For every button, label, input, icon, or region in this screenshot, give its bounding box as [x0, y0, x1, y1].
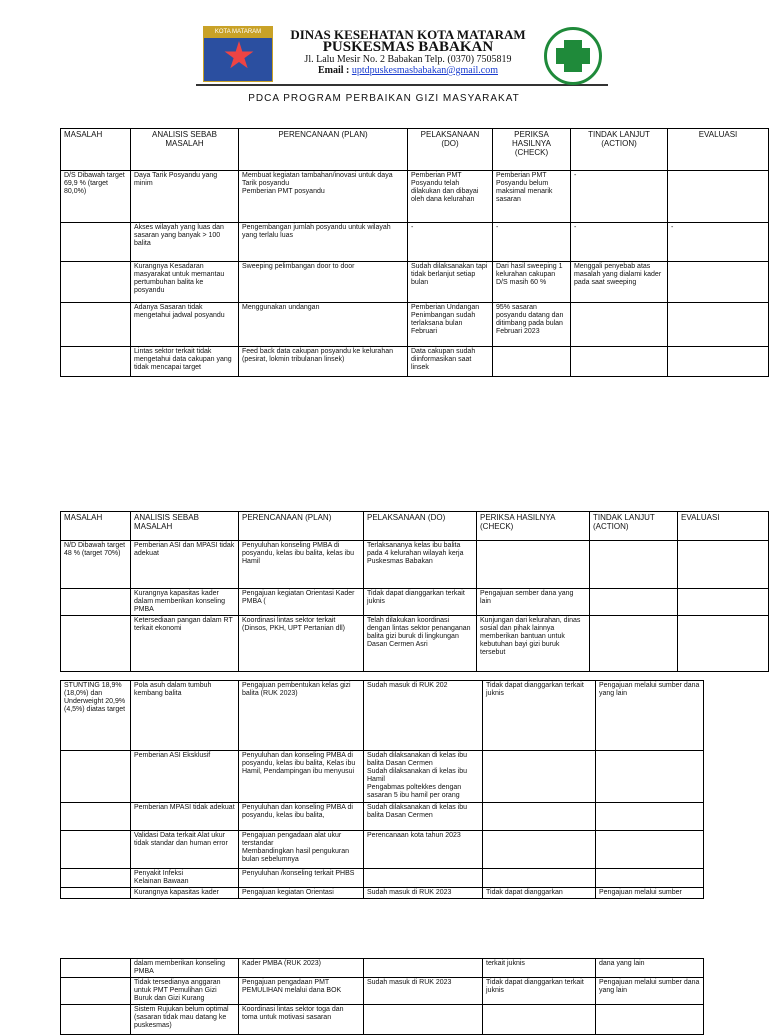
- table-cell: [668, 262, 769, 303]
- email-label: Email :: [317, 65, 350, 76]
- letterhead-agency: DINAS KESEHATAN KOTA MATARAM: [290, 27, 526, 42]
- header-cell: PERENCANAAN (PLAN): [239, 129, 408, 171]
- city-emblem-star: [224, 41, 254, 71]
- table-cell: Pola asuh dalam tumbuh kembang balita: [131, 681, 239, 751]
- table-cell: Pengajuan melalui sumber dana yang lain: [596, 978, 704, 1005]
- table-cell: [364, 959, 483, 978]
- table-cell: Pengajuan pengadaan PMT PEMULIHAN melalui dana BOK: [239, 978, 364, 1005]
- table-cell: Feed back data cakupan posyandu ke kelurahan (pesirat, lokmin tribulanan linsek): [239, 347, 408, 377]
- table-row: [61, 751, 704, 803]
- table-cell: Perencanaan kota tahun 2023: [364, 831, 483, 869]
- table-cell: [678, 589, 769, 616]
- table-cell: Daya Tarik Posyandu yang minim: [131, 171, 239, 223]
- table-row: [61, 831, 704, 869]
- table-cell: Tidak tersedianya anggaran untuk PMT Pemulihan Gizi Buruk dan Gizi Kurang: [131, 978, 239, 1005]
- table-cell: [61, 589, 131, 616]
- table-cell: Penyuluhan dan konseling PMBA di posyandu, kelas ibu balita, Kelas ibu Hamil, Pendampingan ibu menyusui: [239, 751, 364, 803]
- letterhead-email: [273, 65, 543, 76]
- table-row: [61, 541, 769, 589]
- document-title: PDCA PROGRAM PERBAIKAN GIZI MASYARAKAT: [248, 93, 520, 104]
- table-cell: [61, 978, 131, 1005]
- header-cell: ANALISIS SEBAB MASALAH: [131, 129, 239, 171]
- table-cell: Pemberian ASI Eksklusif: [131, 751, 239, 803]
- letterhead-address: Jl. Lalu Mesir No. 2 Babakan Telp. (0370) 7505819: [304, 54, 512, 65]
- table-cell: [61, 869, 131, 888]
- table-cell: [483, 1005, 596, 1035]
- table-cell: [61, 223, 131, 262]
- table-cell: Pengajuan pengadaan alat ukur terstandar Membandingkan hasil pengukuran bulan sebelumnya: [239, 831, 364, 869]
- header-cell: TINDAK LANJUT (ACTION): [571, 129, 668, 171]
- table-cell: terkait juknis: [483, 959, 596, 978]
- table-row: [61, 803, 704, 831]
- header-cell: EVALUASI: [678, 512, 769, 541]
- table-cell: Sudah masuk di RUK 202: [364, 681, 483, 751]
- pdca-table-continued: [60, 958, 704, 1035]
- header-cell: PERENCANAAN (PLAN): [239, 512, 364, 541]
- table-cell: Data cakupan sudah diinformasikan saat linsek: [408, 347, 493, 377]
- table-cell: Adanya Sasaran tidak mengetahui jadwal posyandu: [131, 303, 239, 347]
- table-cell: Tidak dapat dianggarkan terkait juknis: [483, 978, 596, 1005]
- table-cell: -: [571, 223, 668, 262]
- table-cell: Kurangnya Kesadaran masyarakat untuk memantau pertumbuhan balita ke posyandu: [131, 262, 239, 303]
- table-cell: dana yang lain: [596, 959, 704, 978]
- table-cell: Menggali penyebab atas masalah yang dialami kader pada saat sweeping: [571, 262, 668, 303]
- table-cell: [596, 751, 704, 803]
- table-cell: [596, 831, 704, 869]
- table-cell: Koordinasi lintas sektor toga dan toma untuk motivasi sasaran: [239, 1005, 364, 1035]
- table-cell: [61, 888, 131, 899]
- table-cell: Tidak dapat dianggarkan: [483, 888, 596, 899]
- table-cell: Pemberian MPASI tidak adekuat: [131, 803, 239, 831]
- table-cell: Telah dilakukan koordinasi dengan lintas sektor penanganan balita gizi buruk di lingkungan Dasan Cermen Asri: [364, 616, 477, 672]
- table-cell: [596, 1005, 704, 1035]
- table-cell: Pengajuan kegiatan Orientasi Kader PMBA (: [239, 589, 364, 616]
- table-cell: [668, 347, 769, 377]
- table-cell: [493, 347, 571, 377]
- table-row: [61, 616, 769, 672]
- table-cell: Pemberian PMT Posyandu belum maksimal menarik sasaran: [493, 171, 571, 223]
- table-cell: [61, 959, 131, 978]
- header-cell: TINDAK LANJUT (ACTION): [590, 512, 678, 541]
- table-cell: dalam memberikan konseling PMBA: [131, 959, 239, 978]
- table-cell: [61, 803, 131, 831]
- table-cell: [477, 541, 590, 589]
- table-row: [61, 171, 769, 223]
- table-cell: Pengajuan kegiatan Orientasi: [239, 888, 364, 899]
- table-cell: [61, 616, 131, 672]
- header-cell: PELAKSANAAN (DO): [364, 512, 477, 541]
- table-cell: Sudah masuk di RUK 2023: [364, 888, 483, 899]
- table-cell: [61, 262, 131, 303]
- table-row: [61, 869, 704, 888]
- table-cell: [483, 803, 596, 831]
- table-cell: [678, 541, 769, 589]
- table-cell: [61, 347, 131, 377]
- table-cell: Pengajuan sember dana yang lain: [477, 589, 590, 616]
- table-row: [61, 262, 769, 303]
- letterhead-unit: PUSKESMAS BABAKAN: [322, 39, 494, 55]
- table-cell: Ketersediaan pangan dalam RT terkait ekonomi: [131, 616, 239, 672]
- header-cell: EVALUASI: [668, 129, 769, 171]
- table-cell: [596, 869, 704, 888]
- table-cell: Koordinasi lintas sektor terkait (Dinsos, PKH, UPT Pertanian dll): [239, 616, 364, 672]
- table-cell: Kurangnya kapasitas kader dalam memberikan konseling PMBA: [131, 589, 239, 616]
- table-cell: [61, 751, 131, 803]
- table-row: [61, 303, 769, 347]
- city-logo: [203, 26, 273, 82]
- table-cell: D/S Dibawah target 69,9 % (target 80,0%): [61, 171, 131, 223]
- table-cell: [483, 831, 596, 869]
- table-cell: [668, 171, 769, 223]
- table-cell: [61, 1005, 131, 1035]
- table-cell: Tidak dapat dianggarkan terkait juknis: [483, 681, 596, 751]
- table-cell: Pemberian ASI dan MPASI tidak adekuat: [131, 541, 239, 589]
- header-cell: MASALAH: [61, 129, 131, 171]
- table-cell: Kader PMBA (RUK 2023): [239, 959, 364, 978]
- table-cell: [590, 616, 678, 672]
- table-row: [61, 589, 769, 616]
- table-cell: Dari hasil sweeping 1 kelurahan cakupan D/S masih 60 %: [493, 262, 571, 303]
- table-cell: Tidak dapat dianggarkan terkait juknis: [364, 589, 477, 616]
- table-cell: Membuat kegiatan tambahan/inovasi untuk daya Tarik posyandu Pemberian PMT posyandu: [239, 171, 408, 223]
- pdca-table-nd: [60, 511, 769, 672]
- table-header-row: [61, 129, 769, 171]
- header-cell: PERIKSA HASILNYA (CHECK): [477, 512, 590, 541]
- pdca-table-stunting: [60, 680, 704, 899]
- header-cell: PERIKSA HASILNYA (CHECK): [493, 129, 571, 171]
- table-cell: STUNTING 18,9% (18,0%) dan Underweight 20,9% (4,5%) diatas target: [61, 681, 131, 751]
- table-cell: Sweeping pelimbangan door to door: [239, 262, 408, 303]
- table-cell: Pengajuan melalui sumber: [596, 888, 704, 899]
- email-link[interactable]: uptdpuskesmasbabakan@gmail.com: [351, 65, 498, 76]
- table-cell: 95% sasaran posyandu datang dan ditimbang pada bulan Februari 2023: [493, 303, 571, 347]
- table-cell: -: [571, 171, 668, 223]
- table-cell: [678, 616, 769, 672]
- table-cell: Sudah dilaksanakan di kelas ibu balita Dasan Cermen Sudah dilaksanakan di kelas ibu Hamil Pengabmas poltekkes dengan sasaran 5 ibu hamil per orang: [364, 751, 483, 803]
- table-cell: [590, 541, 678, 589]
- table-cell: Penyuluhan konseling PMBA di posyandu, kelas ibu balita, kelas ibu Hamil: [239, 541, 364, 589]
- table-cell: -: [493, 223, 571, 262]
- header-cell: PELAKSANAAN (DO): [408, 129, 493, 171]
- table-cell: Lintas sektor terkait tidak mengetahui data cakupan yang tidak mencapai target: [131, 347, 239, 377]
- table-row: [61, 978, 704, 1005]
- table-cell: [571, 303, 668, 347]
- table-cell: Sudah dilaksanakan tapi tidak berlanjut setiap bulan: [408, 262, 493, 303]
- city-logo-caption: KOTA MATARAM: [204, 27, 272, 38]
- table-cell: Validasi Data terkait Alat ukur tidak standar dan human error: [131, 831, 239, 869]
- table-row: [61, 888, 704, 899]
- table-cell: [364, 869, 483, 888]
- table-cell: Akses wilayah yang luas dan sasaran yang banyak > 100 balita: [131, 223, 239, 262]
- table-cell: Penyuluhan dan konseling PMBA di posyandu, kelas ibu balita,: [239, 803, 364, 831]
- table-cell: Pengembangan jumlah posyandu untuk wilayah yang terlalu luas: [239, 223, 408, 262]
- table-row: [61, 1005, 704, 1035]
- table-cell: [668, 303, 769, 347]
- table-cell: Pengajuan melalui sumber dana yang lain: [596, 681, 704, 751]
- pdca-table-ds: [60, 128, 769, 377]
- table-cell: [61, 831, 131, 869]
- puskesmas-logo: [544, 27, 602, 85]
- table-row: [61, 959, 704, 978]
- header-cell: MASALAH: [61, 512, 131, 541]
- table-cell: [483, 751, 596, 803]
- table-cell: [61, 303, 131, 347]
- table-cell: Pengajuan pembentukan kelas gizi balita (RUK 2023): [239, 681, 364, 751]
- table-cell: Sudah dilaksanakan di kelas ibu balita Dasan Cermen: [364, 803, 483, 831]
- table-cell: Kunjungan dari kelurahan, dinas sosial dan pihak lainnya memberikan bantuan untuk kebutuhan bayi gizi buruk tersebut: [477, 616, 590, 672]
- table-cell: [364, 1005, 483, 1035]
- table-row: [61, 223, 769, 262]
- table-header-row: [61, 512, 769, 541]
- table-cell: -: [408, 223, 493, 262]
- table-cell: -: [668, 223, 769, 262]
- table-row: [61, 681, 704, 751]
- table-cell: Penyakit Infeksi Kelainan Bawaan: [131, 869, 239, 888]
- table-cell: Sudah masuk di RUK 2023: [364, 978, 483, 1005]
- table-cell: Pemberian PMT Posyandu telah dilakukan dan dibayai oleh dana kelurahan: [408, 171, 493, 223]
- table-cell: [590, 589, 678, 616]
- table-cell: N/D Dibawah target 48 % (target 70%): [61, 541, 131, 589]
- table-cell: Kurangnya kapasitas kader: [131, 888, 239, 899]
- table-cell: Terlaksananya kelas ibu balita pada 4 kelurahan wilayah kerja Puskesmas Babakan: [364, 541, 477, 589]
- cross-icon-horizontal: [556, 48, 590, 64]
- table-cell: [571, 347, 668, 377]
- header-cell: ANALISIS SEBAB MASALAH: [131, 512, 239, 541]
- table-cell: [596, 803, 704, 831]
- table-cell: Pemberian Undangan Penimbangan sudah terlaksana bulan Februari: [408, 303, 493, 347]
- table-cell: Penyuluhan /konseling terkait PHBS: [239, 869, 364, 888]
- table-row: [61, 347, 769, 377]
- table-cell: [483, 869, 596, 888]
- table-cell: Menggunakan undangan: [239, 303, 408, 347]
- table-cell: Sistem Rujukan belum optimal (sasaran tidak mau datang ke puskesmas): [131, 1005, 239, 1035]
